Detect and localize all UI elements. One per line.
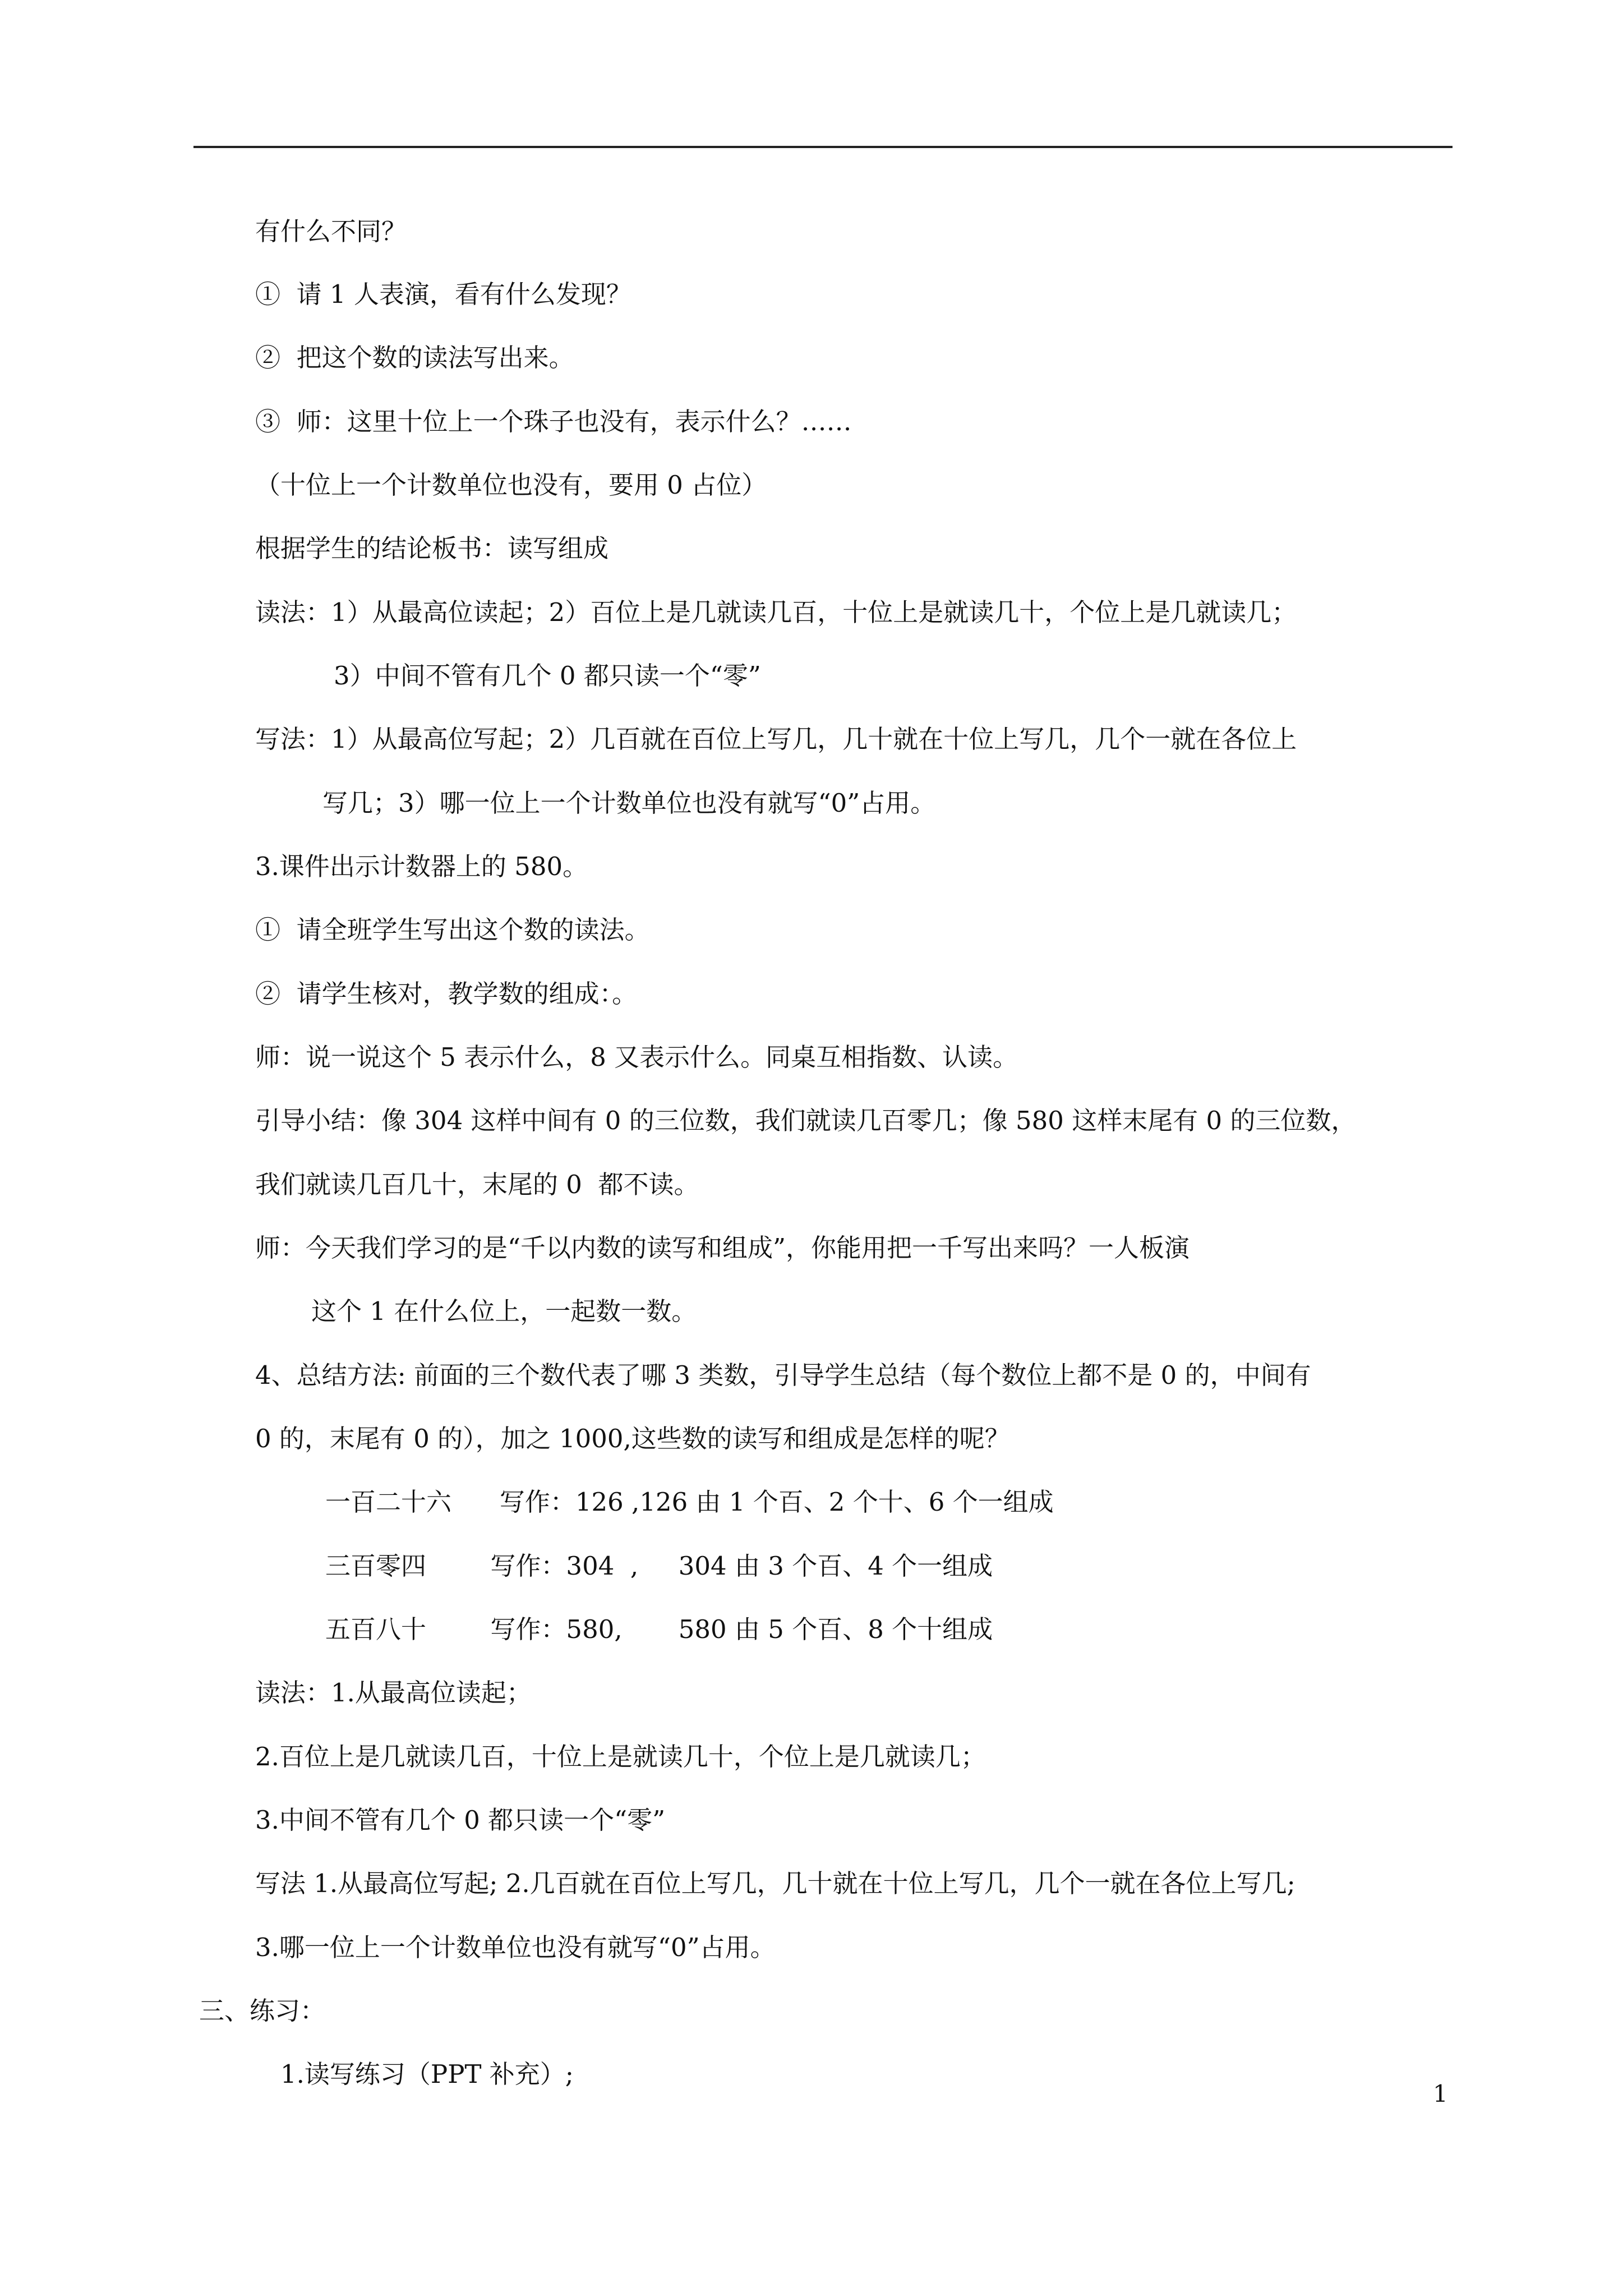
text-line: ② 把这个数的读法写出来。	[255, 343, 574, 372]
text-line: （十位上一个计数单位也没有，要用 0 占位）	[255, 470, 767, 500]
text-line: 读法：1）从最高位读起；2）百位上是几就读几百，十位上是就读几十，个位上是几就读几；	[255, 597, 1297, 627]
text-line: 3）中间不管有几个 0 都只读一个“零”	[334, 661, 761, 691]
text-line: 3.中间不管有几个 0 都只读一个“零”	[255, 1805, 666, 1835]
text-line: 0 的，末尾有 0 的），加之 1000,这些数的读写和组成是怎样的呢？	[255, 1424, 1010, 1453]
text-line: 写法：1）从最高位写起；2）几百就在百位上写几，几十就在十位上写几，几个一就在各位上	[255, 724, 1297, 754]
section-heading: 三、练习：	[199, 1996, 326, 2026]
text-line: 我们就读几百几十，末尾的 0 都不读。	[255, 1170, 699, 1199]
text-line: 有什么不同？	[255, 217, 407, 246]
text-line: 3.哪一位上一个计数单位也没有就写“0”占用。	[255, 1932, 776, 1962]
text-line: 三百零四 写作：304 , 304 由 3 个百、4 个一组成	[325, 1551, 993, 1581]
text-line: 2.百位上是几就读几百，十位上是就读几十，个位上是几就读几；	[255, 1742, 986, 1772]
text-line: 这个 1 在什么位上，一起数一数。	[311, 1296, 697, 1326]
text-line: 写法 1.从最高位写起; 2.几百就在百位上写几，几十就在十位上写几，几个一就在各位上写几;	[255, 1869, 1295, 1898]
text-line: ② 请学生核对，教学数的组成：。	[255, 979, 638, 1009]
page-number: 1	[1433, 2080, 1448, 2108]
text-line: 师：今天我们学习的是“千以内数的读写和组成”，你能用把一千写出来吗？一人板演	[255, 1233, 1190, 1263]
text-line: 根据学生的结论板书：读写组成	[255, 533, 609, 563]
text-line: 3.课件出示计数器上的 580。	[255, 852, 588, 881]
text-line: 1.读写练习（PPT 补充）;	[280, 2059, 574, 2089]
header-rule	[193, 146, 1453, 148]
text-line: 师：说一说这个 5 表示什么，8 又表示什么。同桌互相指数、认读。	[255, 1042, 1018, 1072]
text-line: 五百八十 写作：580, 580 由 5 个百、8 个十组成	[325, 1614, 993, 1644]
text-line: 读法：1.从最高位读起；	[255, 1678, 532, 1708]
text-line: 一百二十六 写作：126 ,126 由 1 个百、2 个十、6 个一组成	[325, 1487, 1054, 1517]
text-line: 引导小结：像 304 这样中间有 0 的三位数，我们就读几百零几；像 580 这样末尾有 0 的三位数，	[255, 1106, 1357, 1135]
text-line: ① 请 1 人表演，看有什么发现？	[255, 279, 631, 309]
text-line: 写几；3）哪一位上一个计数单位也没有就写“0”占用。	[322, 788, 936, 818]
text-line: 4、总结方法: 前面的三个数代表了哪 3 类数，引导学生总结（每个数位上都不是 0 的，中间有	[255, 1360, 1311, 1390]
text-line: ③ 师：这里十位上一个珠子也没有，表示什么？……	[255, 407, 852, 436]
text-line: ① 请全班学生写出这个数的读法。	[255, 915, 650, 945]
